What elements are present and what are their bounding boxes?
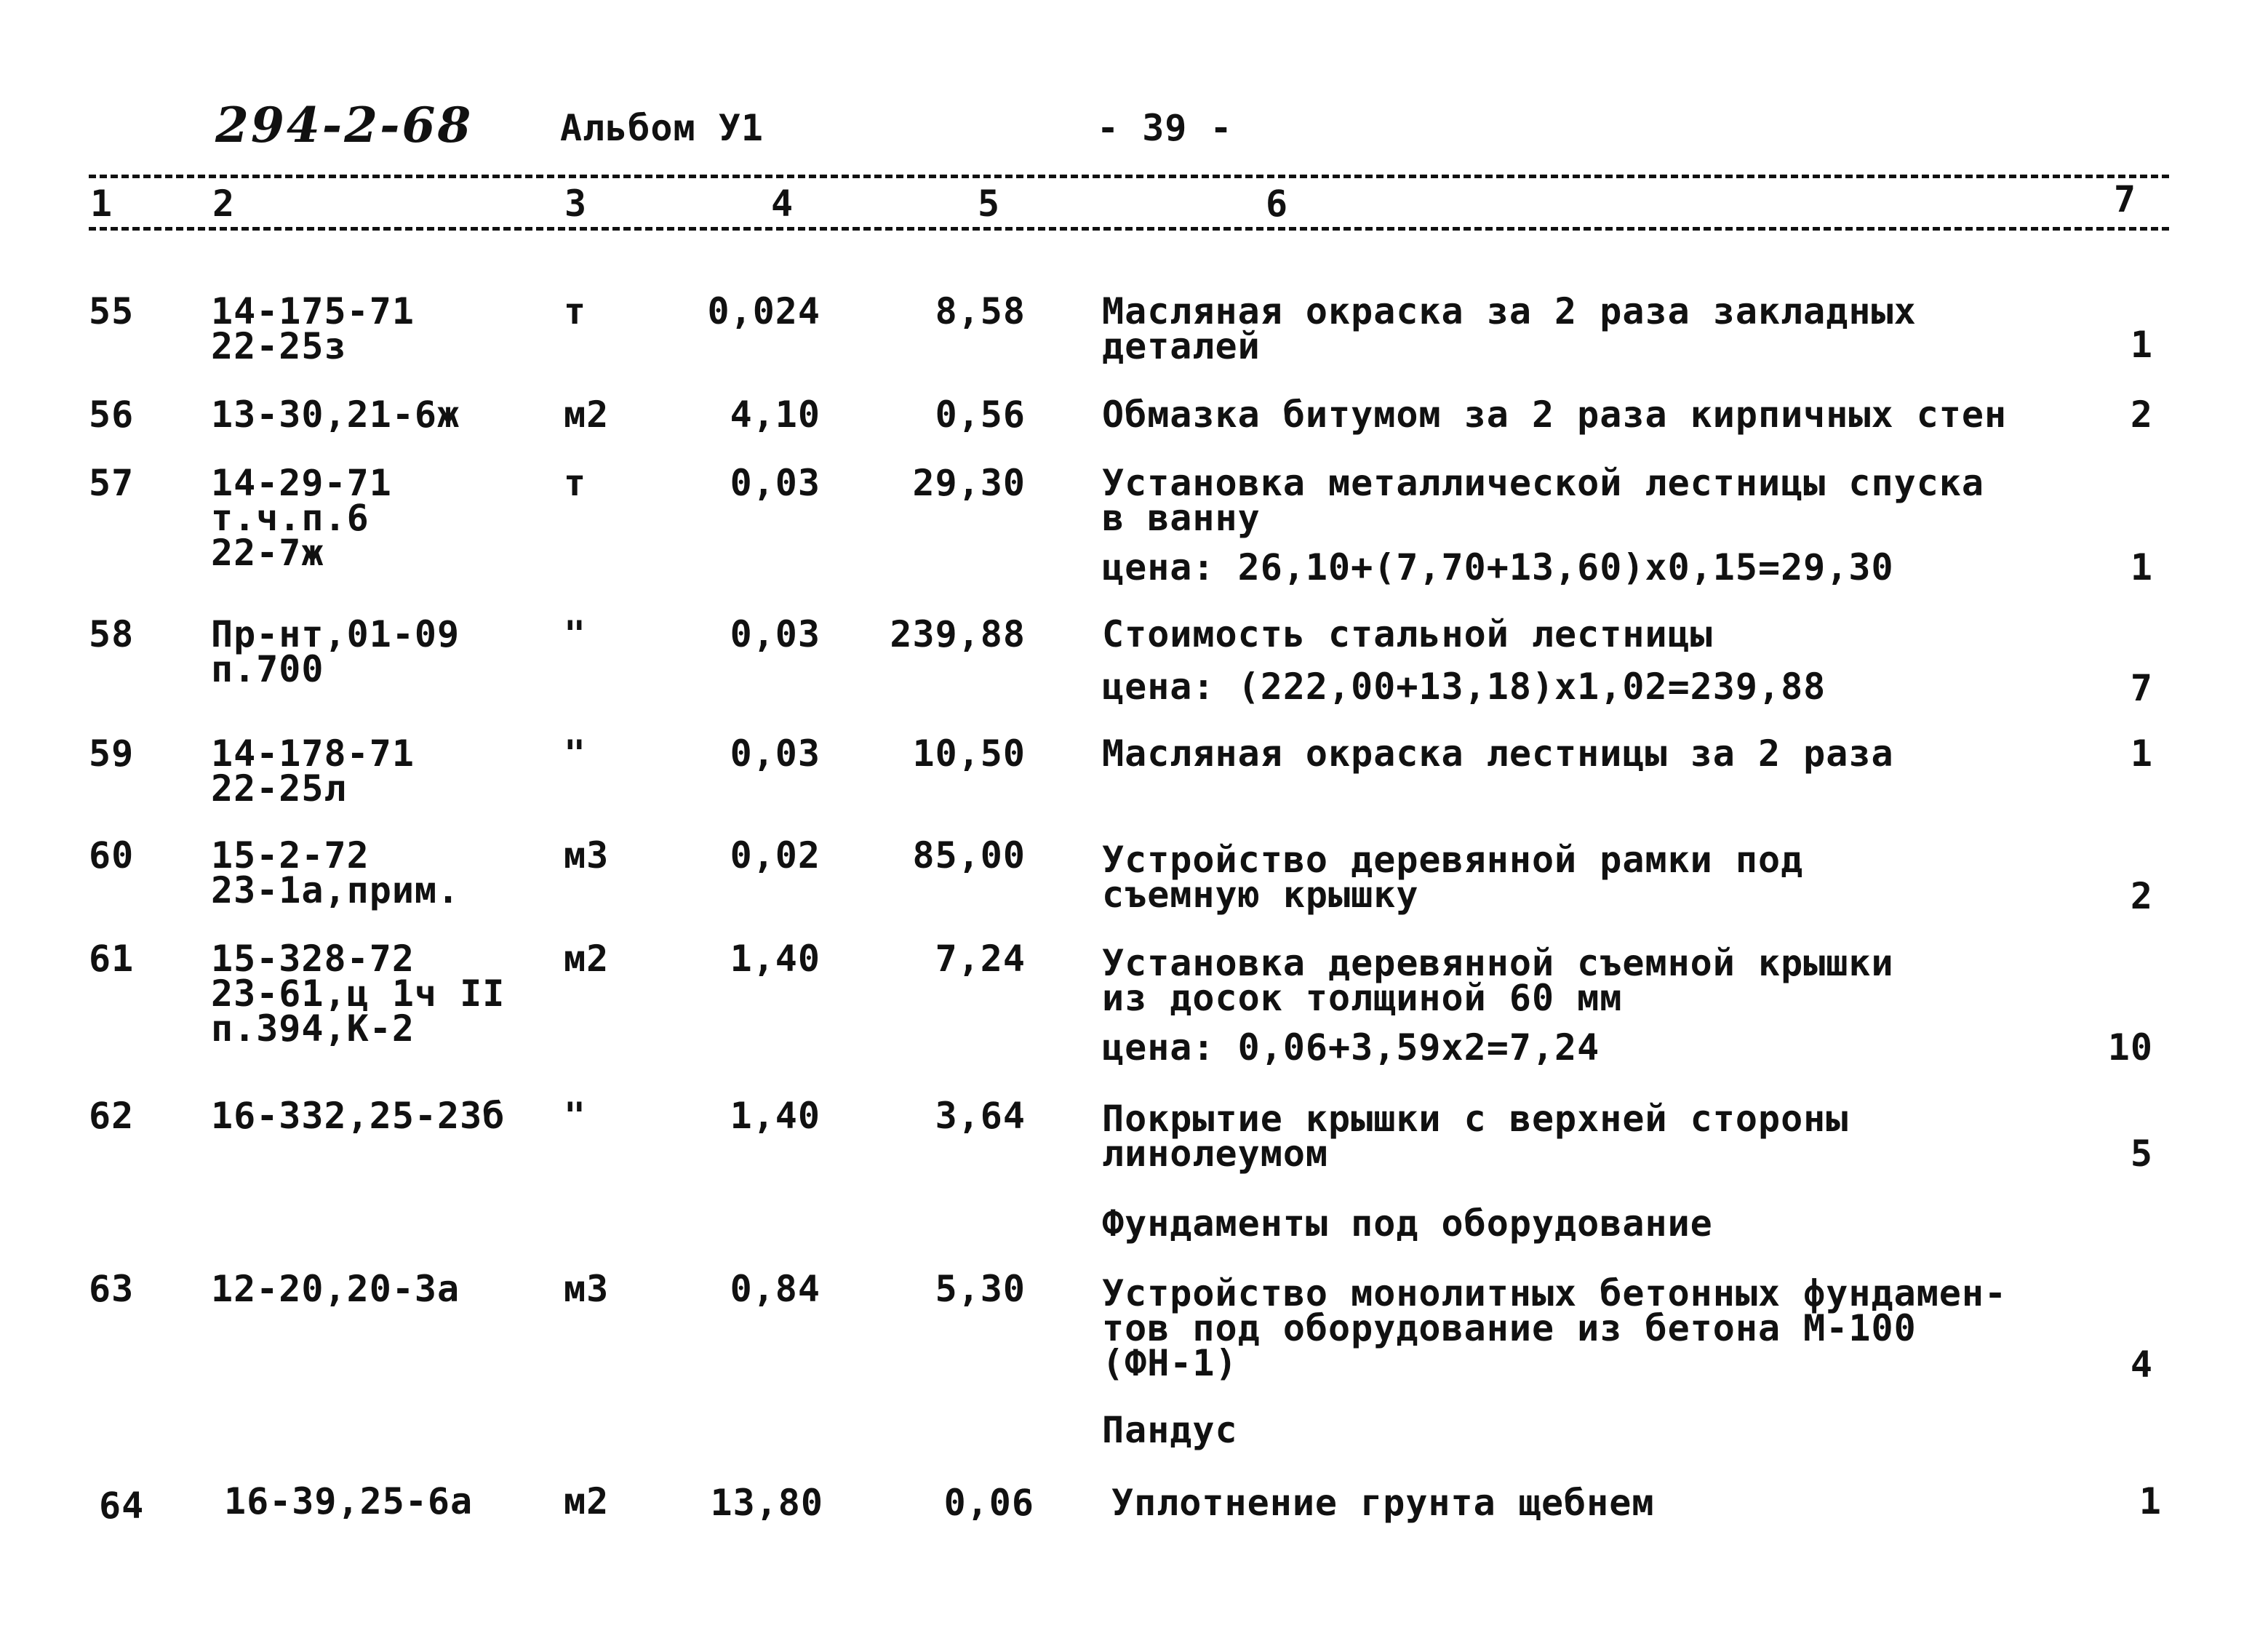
row-64-total: 1 [2139,1480,2162,1522]
row-60-price: 85,00 [912,834,1026,877]
row-58-total: 7 [2130,667,2153,709]
column-header-6: 6 [1266,183,1289,225]
row-56-total: 2 [2130,394,2153,436]
row-56-quantity: 4,10 [730,394,820,436]
row-63-code: 12-20,20-3а [211,1268,460,1310]
row-55-number: 55 [89,290,135,332]
row-57-quantity: 0,03 [730,462,820,504]
row-55-price: 8,58 [935,290,1026,332]
row-58-unit: " [564,613,587,655]
row-60-quantity: 0,02 [730,834,820,877]
row-61-price-formula: цена: 0,06+3,59х2=7,24 [1102,1026,1600,1069]
row-59-quantity: 0,03 [730,732,820,775]
row-60-total: 2 [2130,875,2153,917]
row-57-description: Установка металлической лестницы спуска в ванну [1102,462,1984,539]
row-60-description: Устройство деревянной рамки под съемную крышку [1102,839,1804,916]
row-57-price: 29,30 [912,462,1026,504]
row-58-number: 58 [89,613,135,655]
row-58-price-formula: цена: (222,00+13,18)х1,02=239,88 [1102,666,1826,708]
row-58-code: Пр-нт,01-09 п.700 [211,613,460,690]
row-60-unit: м3 [564,834,610,877]
row-56-description: Обмазка битумом за 2 раза кирпичных стен [1102,394,2008,436]
section-heading-foundations: Фундаменты под оборудование [1102,1202,1713,1245]
page-number: - 39 - [1097,107,1233,149]
row-58-quantity: 0,03 [730,613,820,655]
row-63-quantity: 0,84 [730,1268,820,1310]
section-heading-ramp: Пандус [1102,1409,1238,1451]
header-top-rule [89,175,2169,178]
row-62-price: 3,64 [935,1095,1026,1137]
row-63-price: 5,30 [935,1268,1026,1310]
row-57-number: 57 [89,462,135,504]
row-55-description: Масляная окраска за 2 раза закладных деталей [1102,290,1917,367]
row-59-total: 1 [2130,732,2153,775]
row-62-unit: " [564,1095,587,1137]
row-62-description: Покрытие крышки с верхней стороны линолеумом [1102,1098,1849,1175]
row-55-unit: т [564,290,587,332]
row-64-unit: м2 [564,1480,610,1522]
row-59-code: 14-178-71 22-25л [211,732,415,810]
row-60-number: 60 [89,834,135,877]
row-56-number: 56 [89,394,135,436]
row-55-quantity: 0,024 [707,290,820,332]
column-header-3: 3 [564,183,588,225]
row-55-total: 1 [2130,324,2153,366]
row-61-code: 15-328-72 23-61,ц 1ч II п.394,К-2 [211,938,506,1050]
row-64-code: 16-39,25-6а [224,1480,474,1522]
row-61-price: 7,24 [935,938,1026,980]
row-63-description: Устройство монолитных бетонных фундамен- тов под оборудование из бетона М-100 (ФН-1) [1102,1272,2008,1384]
row-61-quantity: 1,40 [730,938,820,980]
row-56-code: 13-30,21-6ж [211,394,460,436]
row-62-code: 16-332,25-23б [211,1095,506,1137]
row-63-number: 63 [89,1268,135,1310]
row-64-price: 0,06 [943,1482,1034,1524]
column-header-1: 1 [90,183,113,225]
row-56-price: 0,56 [935,394,1026,436]
document-code: 294-2-68 [215,97,474,153]
row-57-code: 14-29-71 т.ч.п.6 22-7ж [211,462,392,574]
row-61-number: 61 [89,938,135,980]
row-59-unit: " [564,732,587,775]
row-63-unit: м3 [564,1268,610,1310]
row-58-price: 239,88 [890,613,1026,655]
row-60-code: 15-2-72 23-1а,прим. [211,834,460,911]
column-header-7: 7 [2114,178,2137,220]
row-63-total: 4 [2130,1343,2153,1386]
row-61-unit: м2 [564,938,610,980]
header-bottom-rule [89,227,2169,231]
row-59-number: 59 [89,732,135,775]
row-62-total: 5 [2130,1133,2153,1175]
row-57-total: 1 [2130,546,2153,588]
row-57-unit: т [564,462,587,504]
row-59-description: Масляная окраска лестницы за 2 раза [1102,732,1894,775]
row-64-number: 64 [99,1485,145,1527]
row-61-total: 10 [2107,1026,2153,1069]
album-title: Альбом У1 [560,107,764,149]
row-64-quantity: 13,80 [710,1482,823,1524]
row-62-number: 62 [89,1095,135,1137]
row-55-code: 14-175-71 22-25з [211,290,415,367]
row-64-description: Уплотнение грунта щебнем [1111,1482,1655,1524]
column-header-4: 4 [771,183,794,225]
row-56-unit: м2 [564,394,610,436]
row-61-description: Установка деревянной съемной крышки из досок толщиной 60 мм [1102,942,1894,1019]
row-57-price-formula: цена: 26,10+(7,70+13,60)х0,15=29,30 [1102,546,1894,588]
column-header-5: 5 [978,183,1001,225]
column-header-2: 2 [212,183,236,225]
row-59-price: 10,50 [912,732,1026,775]
row-62-quantity: 1,40 [730,1095,820,1137]
row-58-description: Стоимость стальной лестницы [1102,613,1713,655]
